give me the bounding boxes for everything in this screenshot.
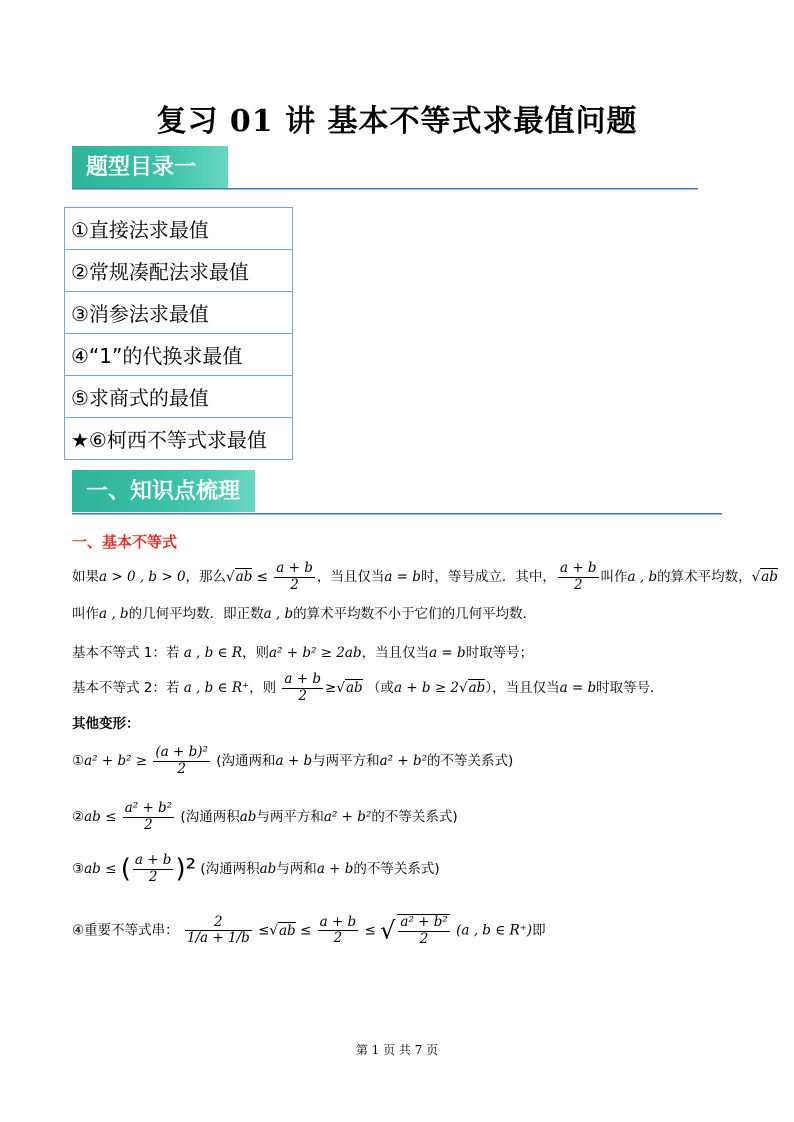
numerator: a² + b²: [124, 800, 173, 816]
text: (沟通两积: [200, 861, 260, 878]
math: ab: [259, 861, 277, 878]
math: a² + b² ≥ 2ab: [269, 645, 362, 661]
numerator: a + b: [284, 671, 322, 687]
math: ≤: [299, 922, 312, 939]
math: a = b: [559, 680, 597, 697]
denominator: 2: [290, 576, 299, 593]
text: 的不等关系式): [371, 809, 458, 826]
toc-table: [64, 207, 293, 460]
math: a + b ≥ 2: [393, 680, 460, 697]
math: ≤: [364, 922, 376, 939]
denominator: 2: [144, 816, 153, 833]
math: a² + b²: [379, 753, 428, 770]
toc-item: ③消参法求最值: [65, 292, 293, 334]
denominator: 2: [177, 760, 186, 777]
denominator: 2: [419, 930, 429, 947]
numerator: 2: [185, 915, 252, 932]
page-footer: 第 1 页 共 7 页: [355, 1043, 439, 1057]
section-heading: 一、基本不等式: [72, 533, 178, 551]
page-title: 复习 01 讲 基本不等式求最值问题: [156, 104, 638, 139]
text: 时，等号成立．其中，: [420, 569, 556, 586]
fraction: [185, 915, 252, 947]
denominator: 2: [298, 687, 308, 704]
numerator: a + b: [276, 560, 313, 576]
paragraph-line: [72, 602, 536, 622]
math: a > 0 , b > 0: [99, 569, 186, 586]
sqrt-expr: ab: [345, 680, 363, 697]
numerator: a + b: [134, 852, 172, 868]
toc-item: ★⑥柯西不等式求最值: [65, 418, 293, 460]
text: 时取等号；: [465, 645, 534, 661]
math: a² + b²: [323, 809, 372, 826]
math: a = b: [384, 569, 421, 586]
sqrt-expr: ab: [761, 569, 778, 586]
math: a , b: [627, 569, 658, 586]
basic-inequality-1: [72, 641, 533, 661]
text: 即: [532, 922, 546, 939]
math: a + b: [316, 861, 354, 878]
variant-1: [72, 745, 513, 777]
text: ，当且仅当: [316, 569, 385, 586]
math: ab: [239, 809, 257, 826]
fraction: [133, 853, 174, 885]
other-forms-heading: 其他变形：: [72, 716, 140, 732]
fraction: [558, 561, 599, 593]
text: 如果: [72, 569, 99, 586]
fraction: [282, 672, 323, 704]
numerator: (a + b)²: [155, 744, 208, 760]
toc-item: ⑤求商式的最值: [65, 376, 293, 418]
text: 叫作: [600, 569, 628, 586]
math: (a , b ∈ R⁺): [456, 922, 533, 939]
variant-3: [72, 853, 440, 885]
text: 的算术平均数，: [657, 569, 752, 586]
text: 的几何平均数．即正数: [128, 606, 264, 622]
denominator: 2: [148, 868, 158, 885]
text: 的不等关系式): [353, 861, 440, 878]
paren: )²: [175, 854, 197, 885]
math: a² + b² ≥: [84, 753, 148, 770]
text: ，那么: [185, 569, 227, 586]
text: 的不等关系式): [427, 753, 514, 770]
sqrt-expr: ab: [278, 922, 296, 939]
text: (沟通两积: [180, 809, 240, 826]
basic-inequality-2: 基本不等式 2：若 a , b ∈ R⁺，则 $\frac{a + b}{2}$ ≥√ab （或a + b ≥ 2√ab），当且仅当a = b时取等号．: [72, 671, 664, 704]
text: ），当且仅当: [485, 680, 560, 697]
text: 与两平方和: [312, 753, 380, 770]
math: a , b ∈ R: [183, 645, 242, 661]
toc-item: ④“1”的代换求最值: [65, 334, 293, 376]
fraction: [274, 561, 315, 593]
numerator: a + b: [319, 913, 357, 930]
sqrt-expr: ab: [468, 680, 486, 697]
text: 的算术平均数不小于它们的几何平均数．: [293, 606, 537, 622]
fraction: [123, 801, 174, 833]
section-banner-toc: 题型目录一览: [72, 146, 228, 188]
numerator: a² + b²: [400, 914, 448, 930]
text: (沟通两和: [216, 753, 276, 770]
math: ≥: [325, 680, 337, 697]
text: 基本不等式 2：若: [72, 680, 180, 697]
text: 叫作: [72, 606, 99, 622]
text: 与两平方和: [256, 809, 324, 826]
text: 时取等号．: [596, 680, 664, 697]
text: （或: [366, 680, 394, 697]
paren: (: [120, 854, 131, 885]
math: a = b: [429, 645, 466, 661]
text: ，则: [249, 680, 277, 697]
math: a + b: [275, 753, 313, 770]
denominator: 1/a + 1/b: [186, 930, 250, 947]
divider: [72, 513, 722, 515]
math: ≤: [256, 569, 268, 586]
circled-number: ①: [72, 753, 85, 770]
math: a , b: [99, 606, 129, 622]
sqrt-expr: ab: [235, 569, 253, 586]
text: ，当且仅当: [361, 645, 430, 661]
math: ab ≤: [84, 861, 117, 878]
paragraph-line: 如果a > 0 , b > 0，那么√ab ≤ $\frac{a + b}{2}$ ，当且仅当a = b时，等号成立．其中， $\frac{a + b}{2}$ 叫作a , b的算术平均数，√ab: [72, 560, 778, 593]
math: a , b ∈ R⁺: [183, 680, 250, 697]
variant-4: ④重要不等式串： $\frac{2}{1/a + 1/b}$ ≤√ab ≤ $\frac{a + b}{2}$ ≤ √ $\frac{\text{a² + b²}}{2}$ (a , b ∈ R⁺)即: [72, 913, 546, 947]
denominator: 2: [333, 930, 343, 947]
variant-2: [72, 801, 458, 833]
fraction: [397, 914, 449, 947]
fraction: [318, 915, 359, 947]
math: ≤: [258, 922, 270, 939]
section-banner-knowledge: 一、知识点梳理: [72, 470, 255, 512]
text: ，则: [242, 645, 269, 661]
text: 与两和: [276, 861, 317, 878]
numerator: a + b: [559, 560, 597, 576]
text: ④重要不等式串：: [72, 922, 179, 939]
circled-number: ②: [72, 809, 85, 826]
math: a , b: [263, 606, 294, 622]
denominator: 2: [573, 576, 583, 593]
toc-item: ①直接法求最值: [65, 208, 293, 250]
text: 基本不等式 1：若: [72, 645, 180, 661]
fraction: [153, 745, 210, 777]
divider: [72, 188, 698, 190]
circled-number: ③: [72, 861, 85, 878]
math: ab ≤: [84, 809, 117, 826]
toc-item: ②常规凑配法求最值: [65, 250, 293, 292]
